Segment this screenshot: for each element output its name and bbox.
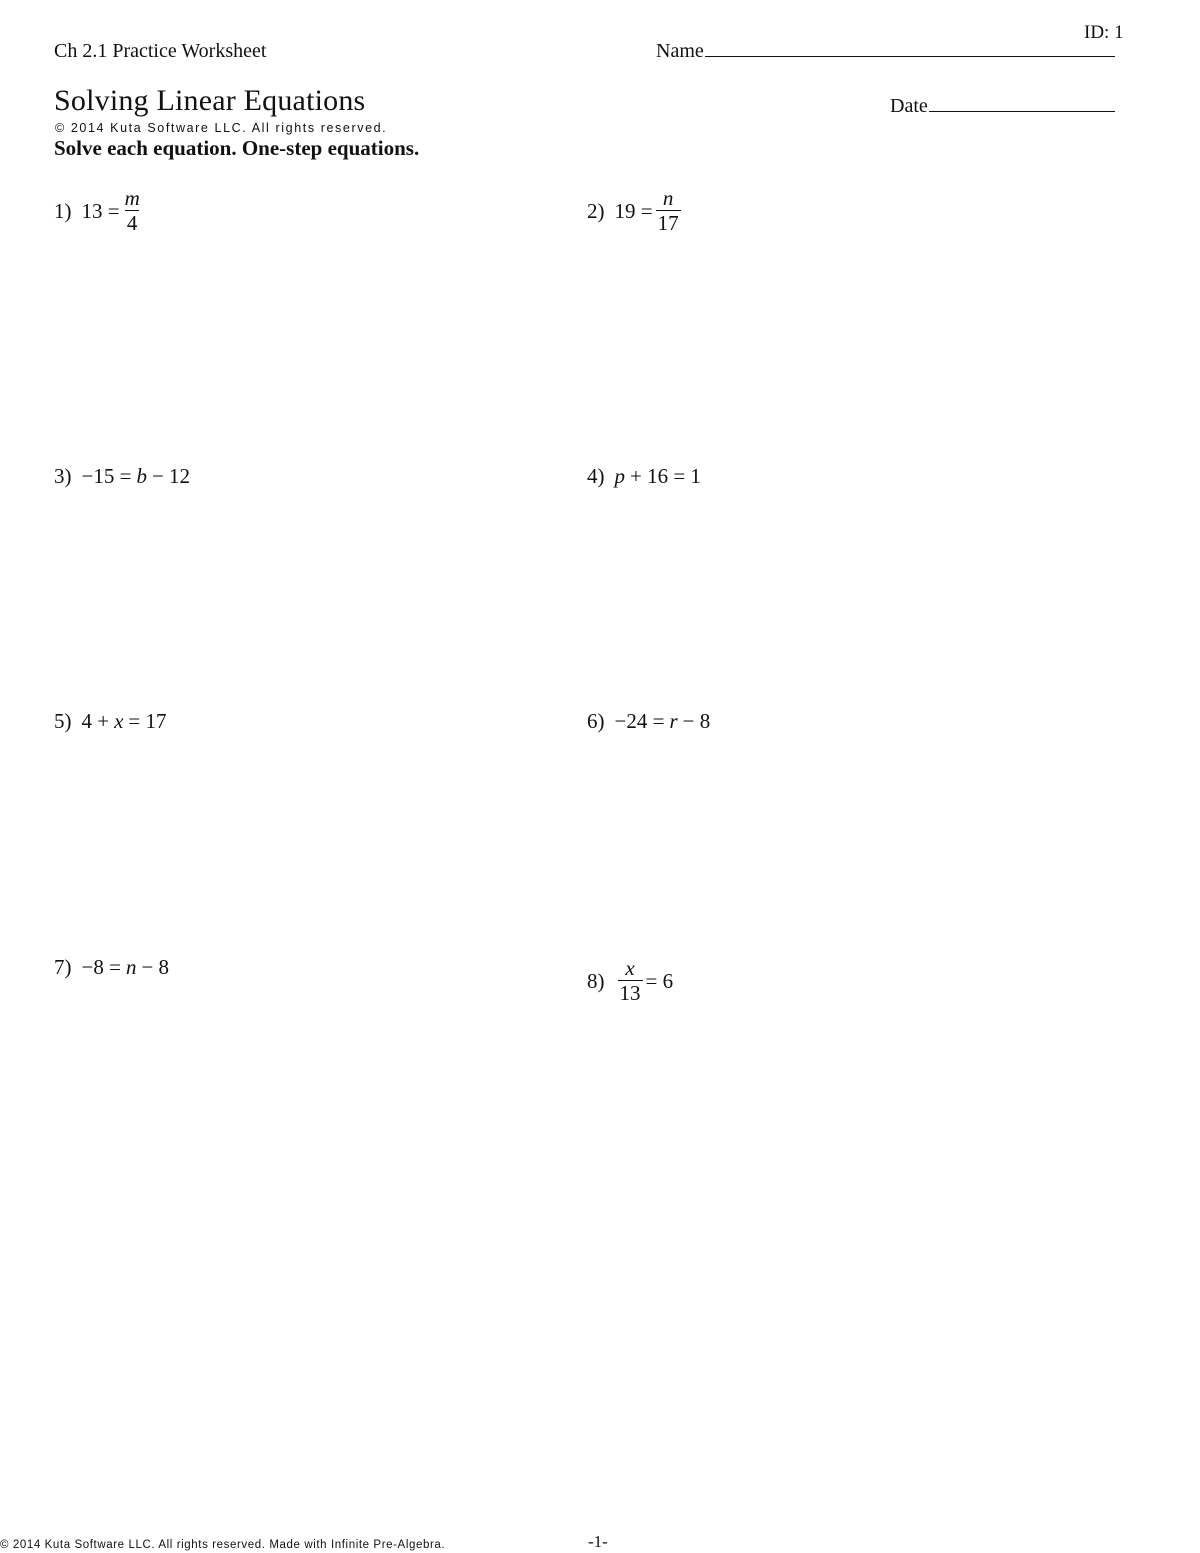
worksheet-id: ID: 1 — [1084, 22, 1124, 43]
problem-number: 5) — [54, 709, 72, 733]
equation-variable: p — [614, 464, 625, 488]
name-label: Name — [656, 40, 704, 62]
course-title: Ch 2.1 Practice Worksheet — [54, 40, 267, 62]
fraction-denominator: 4 — [126, 211, 138, 236]
equation-part: −24 = — [614, 709, 665, 733]
equation-left: 19 = — [614, 198, 653, 223]
problem-4 — [587, 464, 701, 489]
equation-part: − 12 — [151, 464, 191, 488]
problem-2 — [587, 187, 684, 235]
fraction-denominator: 17 — [657, 211, 679, 236]
equation-variable: r — [669, 709, 678, 733]
fraction-numerator: m — [124, 186, 140, 210]
equation-part: −8 = — [81, 955, 121, 979]
equation-left: 13 = — [81, 198, 120, 223]
date-label: Date — [890, 95, 928, 117]
problem-7 — [54, 955, 169, 980]
equation-part: −15 = — [81, 464, 132, 488]
problem-number: 4) — [587, 464, 605, 488]
problem-5 — [54, 709, 167, 734]
problem-number: 3) — [54, 464, 72, 488]
page-number: -1- — [588, 1532, 608, 1551]
fraction — [618, 957, 643, 1005]
problem-8 — [587, 957, 673, 1005]
name-field — [656, 40, 1115, 63]
fraction-numerator: x — [625, 956, 635, 980]
equation-part: = 17 — [128, 709, 167, 733]
problem-number: 6) — [587, 709, 605, 733]
footer-copyright: © 2014 Kuta Software LLC. All rights reserved. Made with Infinite Pre-Algebra. — [0, 1539, 446, 1551]
equation-part: 4 + — [81, 709, 110, 733]
problem-number: 8) — [587, 968, 605, 993]
worksheet-title: Solving Linear Equations — [54, 84, 366, 117]
fraction — [656, 187, 681, 235]
fraction — [123, 187, 142, 235]
copyright-notice: © 2014 Kuta Software LLC. All rights reserved. — [55, 121, 388, 135]
name-blank-line — [705, 40, 1115, 57]
equation-variable: x — [114, 709, 124, 733]
equation-variable: n — [125, 955, 137, 979]
equation-right: = 6 — [645, 968, 674, 993]
equation-part: − 8 — [141, 955, 170, 979]
problem-number: 1) — [54, 198, 72, 223]
equation-part: + 16 = 1 — [630, 464, 701, 488]
problem-3 — [54, 464, 190, 489]
date-field — [890, 95, 1115, 118]
problem-6 — [587, 709, 710, 734]
fraction-denominator: 13 — [619, 981, 641, 1006]
date-blank-line — [929, 95, 1115, 112]
problem-number: 2) — [587, 198, 605, 223]
problem-number: 7) — [54, 955, 72, 979]
equation-part: − 8 — [682, 709, 711, 733]
problem-1 — [54, 187, 145, 235]
instructions: Solve each equation. One-step equations. — [54, 136, 420, 160]
equation-variable: b — [136, 464, 147, 488]
fraction-numerator: n — [662, 186, 674, 210]
